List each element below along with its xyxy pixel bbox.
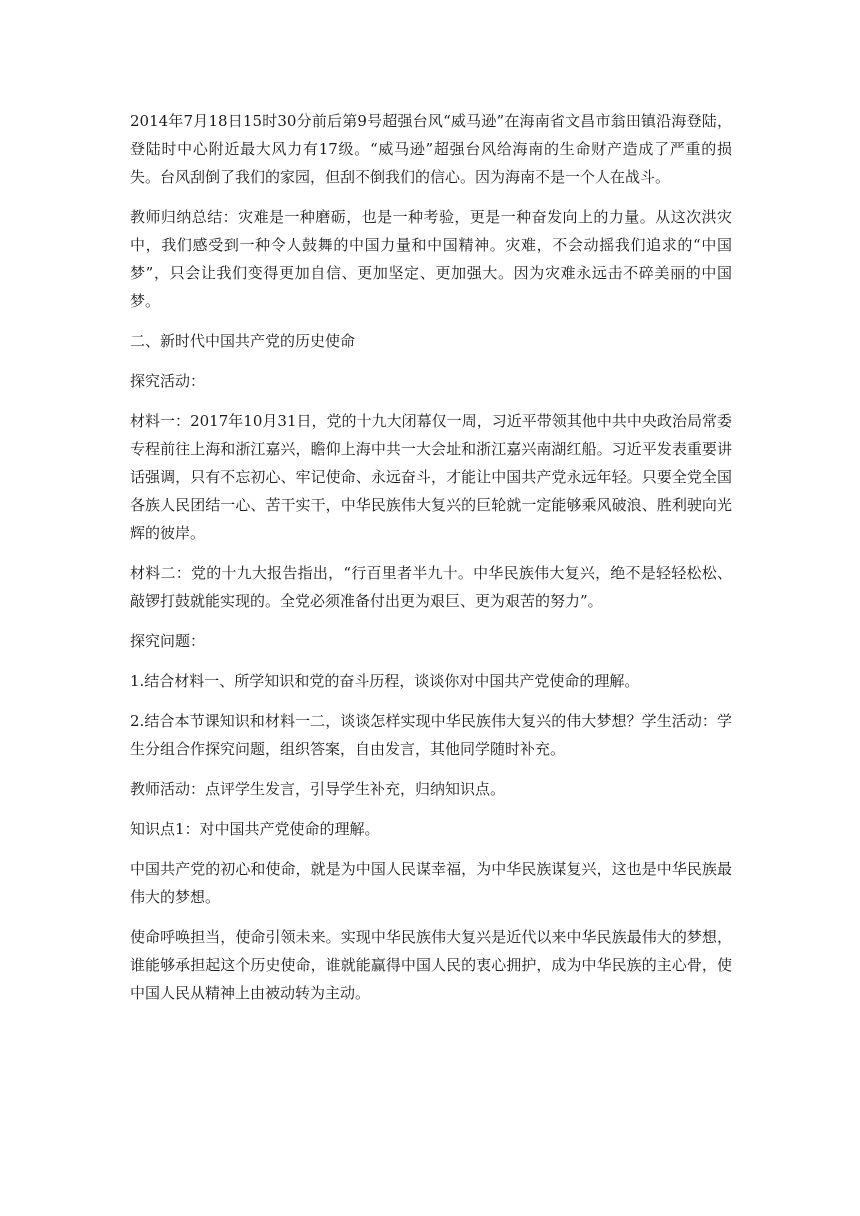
- question-two: 2.结合本节课知识和材料一二，谈谈怎样实现中华民族伟大复兴的伟大梦想？学生活动：学生分组合作探究问题，组织答案，自由发言，其他同学随时补充。: [130, 712, 732, 758]
- paragraph-original-aspiration: 中国共产党的初心和使命，就是为中国人民谋幸福，为中华民族谋复兴，这也是中华民族最伟大的梦想。: [130, 860, 732, 906]
- inquiry-questions-label: 探究问题：: [130, 632, 206, 650]
- question-one: 1.结合材料一、所学知识和党的奋斗历程，谈谈你对中国共产党使命的理解。: [130, 672, 640, 690]
- paragraph-material-two: 材料二：党的十九大报告指出，“行百里者半九十。中华民族伟大复兴，绝不是轻轻松松、敲锣打鼓就能实现的。全党必须准备付出更为艰巨、更为艰苦的努力”。: [130, 564, 732, 610]
- knowledge-point-one-heading: 知识点1：对中国共产党使命的理解。: [130, 820, 380, 838]
- inquiry-activity-label: 探究活动：: [130, 372, 206, 390]
- paragraph-typhoon-rammasun: 2014年7月18日15时30分前后第9号超强台风“威马逊”在海南省文昌市翁田镇沿海登陆，登陆时中心附近最大风力有17级。“威马逊”超强台风给海南的生命财产造成了严重的损失。台风刮倒了我们的家园，但刮不倒我们的信心。因为海南不是一个人在战斗。: [130, 112, 732, 186]
- teacher-activity: 教师活动：点评学生发言，引导学生补充，归纳知识点。: [130, 780, 506, 798]
- paragraph-material-one: 材料一：2017年10月31日，党的十九大闭幕仅一周，习近平带领其他中共中央政治局常委专程前往上海和浙江嘉兴，瞻仰上海中共一大会址和浙江嘉兴南湖红船。习近平发表重要讲话强调，只有不忘初心、牢记使命、永远奋斗，才能让中国共产党永远年轻。只要全党全国各族人民团结一心、苦干实干，中华民族伟大复兴的巨轮就一定能够乘风破浪、胜利驶向光辉的彼岸。: [130, 412, 732, 542]
- paragraph-teacher-summary: 教师归纳总结：灾难是一种磨砺，也是一种考验，更是一种奋发向上的力量。从这次洪灾中，我们感受到一种令人鼓舞的中国力量和中国精神。灾难，不会动摇我们追求的“中国梦”，只会让我们变得更加自信、更加坚定、更加强大。因为灾难永远击不碎美丽的中国梦。: [130, 208, 732, 310]
- document-page: [130, 107, 732, 1019]
- section-heading-party-mission: 二、新时代中国共产党的历史使命: [130, 332, 356, 350]
- paragraph-mission-responsibility: 使命呼唤担当，使命引领未来。实现中华民族伟大复兴是近代以来中华民族最伟大的梦想，谁能够承担起这个历史使命，谁就能赢得中国人民的衷心拥护，成为中华民族的主心骨，使中国人民从精神上由被动转为主动。: [130, 928, 732, 1002]
